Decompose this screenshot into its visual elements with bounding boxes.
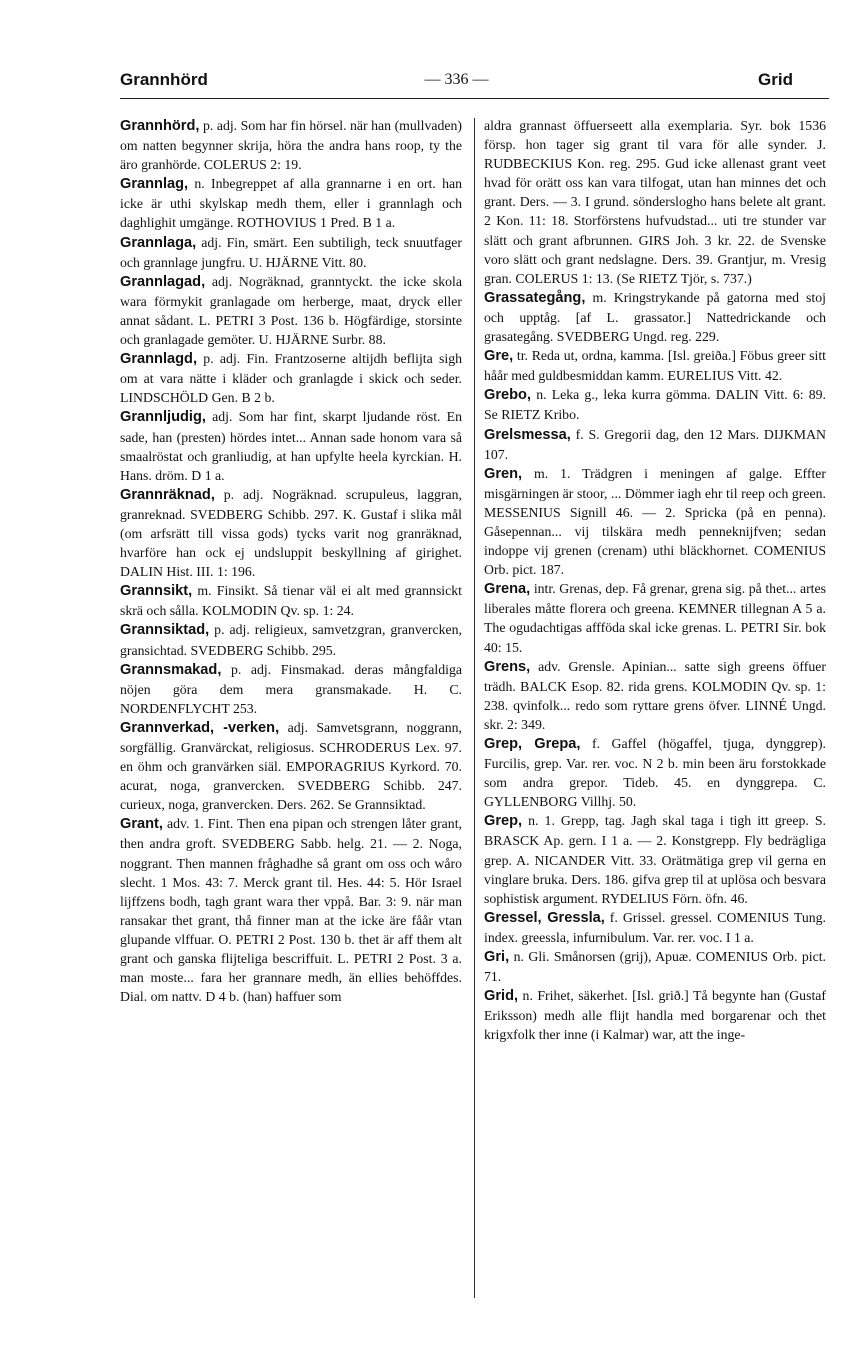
entry-headword: Grep, Grepa, [484,736,581,752]
entry-body: f. Grissel. gressel. COMENIUS Tung. index. greessla, infurnibulum. Var. rer. voc. I 1 a. [484,909,827,945]
entry-headword: Grannlagd, [120,351,198,368]
header-last-word: Grid [758,70,793,89]
entry-headword: Grannsmakad, [120,661,222,678]
entry-body: adj. Som har fint, skarpt ljudande röst. En sade, han (presten) hördes intet... Annan sade honom vara så smaalröstat och granliudig, at han upfylte heela kyrckian. H. Hans. dröm. D 1 a. [120,409,462,483]
entry-body: f. Gaffel (högaffel, tjuga, dynggrep). Furcilis, grep. Var. rer. voc. N 2 b. min been äru forstokkade som andra grepor. Tideb. 45. en dynggrepa. C. GYLLENBORG Villhj. 50. [484,736,826,810]
entry-body: n. 1. Grepp, tag. Jagh skal taga i tigh itt greep. S. BRASCK Ap. gern. I 1 a. — 2. Konstgrepp. Fly bedrägliga grep. A. NICANDER Vitt. 33. Orätmätiga grep vil gerna en vinglare bruka. Ders. 186. gifva grep til at uplösa och besvara sophistisk argument. RYDELIUS Förn. öfn. 46. [484,813,826,906]
entry-headword: Grannsikt, [120,583,193,600]
entry-headword: Grebo, [484,387,532,404]
entry-headword: Grant, [120,816,163,833]
entry-body: p. adj. Finsmakad. deras mångfaldiga nöjen göra dem mera gransmakade. H. C. NORDENFLYCHT 253. [120,661,462,716]
dictionary-entry [484,908,826,947]
entry-body: n. Leka g., leka kurra gömma. DALIN Vitt. 6: 89. Se RIETZ Kribo. [484,387,826,423]
dictionary-entry [484,385,826,424]
entry-headword: Grannsiktad, [120,622,210,639]
dictionary-entry [120,233,462,272]
dictionary-entry [120,272,462,349]
dictionary-entry [120,620,462,659]
entry-body: f. S. Gregorii dag, den 12 Mars. DIJKMAN 107. [484,426,826,462]
entry-headword: Grelsmessa, [484,426,571,443]
entry-body: p. adj. Som har fin hörsel. när han (mullvaden) om natten begynner skrija, höra the andra hans roop, ty the äro granhörde. COLERUS 2: 19. [120,118,462,173]
entry-body: p. adj. Nogräknad. scrupuleus, laggran, granreknad. SVEDBERG Schibb. 297. K. Gustaf i slika mål (om arfsrätt till vissa gods) tycks varit nog granräknad, hvarföre han ock ej undsluppit beskyllning af girighet. DALIN Hist. III. 1: 196. [120,486,462,580]
dictionary-entry [484,464,826,580]
column-divider [474,118,475,1298]
dictionary-entry [484,288,826,346]
entry-body: aldra grannast öffuerseett alla exemplaria. Syr. bok 1536 försp. hon tager sig grant til vara för alle synder. J. RUDBECKIUS Kon. reg. 295. Gud icke allenast grant veet hvad för orätt oss kan vara tilfogat, utan han minnes det och grant. Ders. — 3. I grund. sönderslogho hans belete alt grant. 2 Kon. 11: 18. Storförstens hufvudstad... uti tre stunder var slätt och grant afbrunnen. GIRS Joh. 3 kr. 22. de Svenske voro slätt och grant nedslagne. Ders. 39. Grantjur, m. Vresig gran. COLERUS 1: 13. (Se RIETZ Tjör, s. 737.) [484,118,826,286]
dictionary-entry [484,986,826,1044]
dictionary-entry [484,116,826,288]
entry-body: m. 1. Trädgren i meningen af galge. Effter misgärningen är stoor, ... Dömmer iagh ehr til reep och green. MESSENIUS Signill 46. — 2. Spricka (på en penna). Gåsepennan... vij tilskära medh penneknijfven; sedan indoppe vij grenen (crenam) uthi bläckhornet. COMENIUS Orb. pict. 187. [484,465,826,578]
dictionary-entry [484,947,826,986]
dictionary-entry [120,814,462,1006]
entry-headword: Grannljudig, [120,409,206,426]
entry-headword: Gren, [484,465,523,482]
entry-headword: Gri, [484,949,510,966]
entry-body: adv. 1. Fint. Then ena pipan och strengen låter grant, then andra groft. SVEDBERG Sabb. helg. 21. — 2. Noga, noggrant. Then mannen fråghadhe så grant om oss och wåro slecht. 1 Mos. 43: 7. Merck grant til. Hes. 44: 5. Hör Israel lijffzens bodh, tagh grant wara ther vppå. Bar. 3: 9. när man ransakar thet grant, thå finner man at the icke äre fåår vtan glupande vlffuar. O. PETRI 2 Post. 130 b. thet är aff them alt grant och ganska flijteliga bescriffuit. L. PETRI 2 Post. 3 a. man moste... fara her grannare medh, än ellies behöffdes. Dial. om nattv. D 4 b. (han) haffuer som [120,816,462,1005]
entry-body: n. Gli. Smånorsen (grij), Apuæ. COMENIUS Orb. pict. 71. [484,949,826,985]
entry-headword: Grannverkad, -verken, [120,719,280,736]
page-header [120,66,793,96]
header-rule [120,98,829,99]
dictionary-entry [484,734,826,811]
entry-body: p. adj. religieux, samvetzgran, granvercken, gransichtad. SVEDBERG Schibb. 295. [120,622,462,658]
entry-headword: Grannlaga, [120,234,197,251]
entry-headword: Grassategång, [484,289,586,306]
dictionary-entry [120,718,462,814]
entry-headword: Gressel, Gressla, [484,909,605,926]
entry-headword: Grannlag, [120,176,189,193]
entry-body: adj. Nogräknad, granntyckt. the icke skola wara förmykit granlagade om herberge, maat, dryck eller annat sådant. L. PETRI 3 Post. 136 b. Högfärdige, storsinte och granlagade gemöter. U. HJÄRNE Surbr. 88. [120,273,462,348]
entry-body: adj. Fin, smärt. Een subtiligh, teck snuutfager och grannlage jungfru. U. HJÄRNE Vitt. 80. [120,234,462,270]
left-column [120,116,462,1006]
dictionary-entry [484,425,826,464]
entry-body: n. Inbegreppet af alla grannarne i en ort. han icke är uthi skylskap medh them, eller i grannlagh och daghlighit umgänge. ROTHOVIUS 1 Pred. B 1 a. [120,176,462,231]
header-first-word: Grannhörd [120,70,208,89]
entry-headword: Grep, [484,813,523,830]
dictionary-entry [484,579,826,656]
dictionary-entry [484,811,826,907]
dictionary-entry [484,346,826,385]
entry-headword: Grena, [484,581,531,598]
dictionary-entry [120,407,462,484]
dictionary-entry [120,660,462,718]
dictionary-entry [120,349,462,407]
dictionary-entry [120,174,462,232]
entry-headword: Grannlagad, [120,273,206,290]
dictionary-entry [120,581,462,620]
entry-headword: Grid, [484,988,519,1005]
entry-body: adj. Samvetsgrann, noggrann, sorgfällig. Granvärckat, religiosus. SCHRODERUS Lex. 97. en öhm och granvärken siäl. EMPORAGRIUS Kyrkord. 70. acurat, noga, granvercken. SVEDBERG Schibb. 247. curieux, noga, granvercken. Ders. 262. Se Grannsiktad. [120,719,463,813]
entry-body: adv. Grensle. Apinian... satte sigh greens öffuer trädh. BALCK Esop. 82. rida grens. KOLMODIN Qv. sp. 1: 238. qvinfolk... redo som ryttare grens öfver. LINNÉ Ungd. skr. 2: 349. [484,658,826,732]
entry-headword: Grannräknad, [120,486,215,503]
entry-body: n. Frihet, säkerhet. [Isl. grið.] Tå begynte han (Gustaf Eriksson) medh alle flijt handla med borgarenar och thet krigxfolk ther inne (i Kalmar) war, att the inge- [484,988,826,1043]
entry-body: intr. Grenas, dep. Få grenar, grena sig. på thet... artes liberales måtte florera och greena. KEMNER tillegnan A 5 a. The ogudachtigas affföda skal icke grenas. L. PETRI Sir. bok 40: 15. [484,581,826,655]
dictionary-entry [120,485,462,581]
entry-body: m. Finsikt. Så tienar väl ei alt med grannsickt skrä och sålla. KOLMODIN Qv. sp. 1: 24. [120,583,462,619]
dictionary-entry [120,116,462,174]
entry-body: p. adj. Fin. Frantzoserne altijdh beflijta sigh om at vara nätte i kläder och granlagde i skick och seder. LINDSCHÖLD Gen. B 2 b. [120,351,462,406]
right-column [484,116,826,1045]
page-number: — 336 — [424,71,489,88]
entry-body: m. Kringstrykande på gatorna med stoj och upptåg. [af L. grassator.] Nattedrickande och grasategång. SVEDBERG Ungd. reg. 229. [484,289,826,345]
entry-headword: Grens, [484,658,531,675]
dictionary-entry [484,657,826,734]
entry-headword: Grannhörd, [120,118,200,134]
entry-headword: Gre, [484,348,514,365]
entry-body: tr. Reda ut, ordna, kamma. [Isl. greiða.] Föbus greer sitt håår med guldbesmiddan kamm. EURELIUS Vitt. 42. [484,348,826,384]
